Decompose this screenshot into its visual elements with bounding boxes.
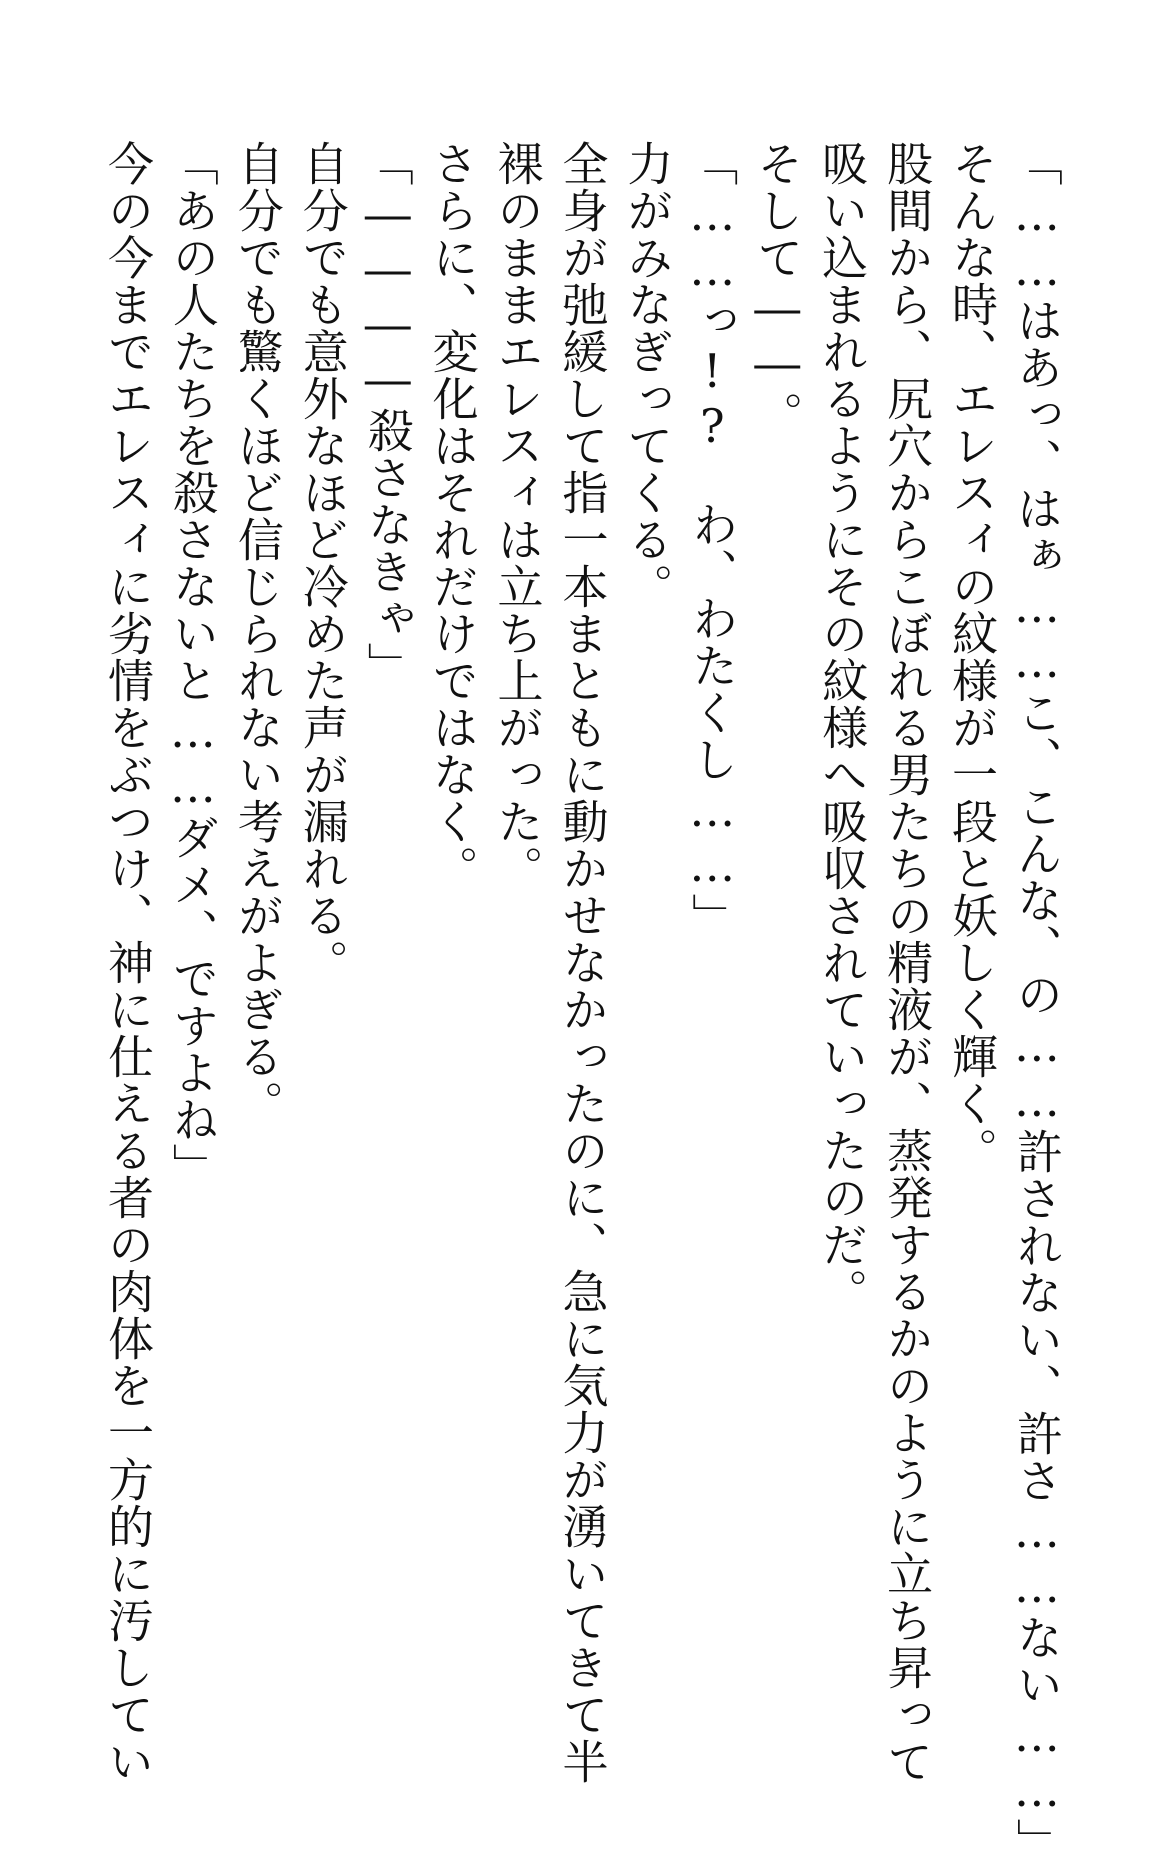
text-line-8: 全身が弛緩して指一本まともに動かせなかったのに、急に気力が湧いてきて半 [555, 140, 610, 1785]
text-line-2: そんな時、エレスィの紋様が一段と妖しく輝く。 [944, 140, 999, 1174]
text-line-14: 「あの人たちを殺さないと……ダメ、ですよね」 [165, 140, 220, 1190]
text-line-6: 「……っ!? わ、わたくし……」 [685, 140, 740, 940]
text-line-1: 「……はあっ、はぁ……こ、こんな、の……許されない、許さ……ない……」 [1009, 140, 1064, 1865]
text-line-13: 自分でも驚くほど信じられない考えがよぎる。 [230, 140, 285, 1127]
text-line-9: 裸のままエレスィは立ち上がった。 [490, 140, 545, 892]
text-line-5: そして――。 [750, 140, 805, 438]
text-line-3: 股間から、尻穴からこぼれる男たちの精液が、蒸発するかのように立ち昇って [880, 140, 935, 1785]
text-line-10: さらに、変化はそれだけではなく。 [425, 140, 480, 892]
vertical-text-body [101, 140, 1064, 1865]
text-line-7: 力がみなぎってくる。 [620, 140, 675, 610]
text-line-12: 自分でも意外なほど冷めた声が漏れる。 [295, 140, 350, 986]
text-line-15: 今の今までエレスィに劣情をぶつけ、神に仕える者の肉体を一方的に汚してい [101, 140, 155, 1785]
text-line-11: 「――――殺さなきゃ」 [360, 140, 415, 689]
text-line-4: 吸い込まれるようにその紋様へ吸収されていったのだ。 [815, 140, 870, 1315]
